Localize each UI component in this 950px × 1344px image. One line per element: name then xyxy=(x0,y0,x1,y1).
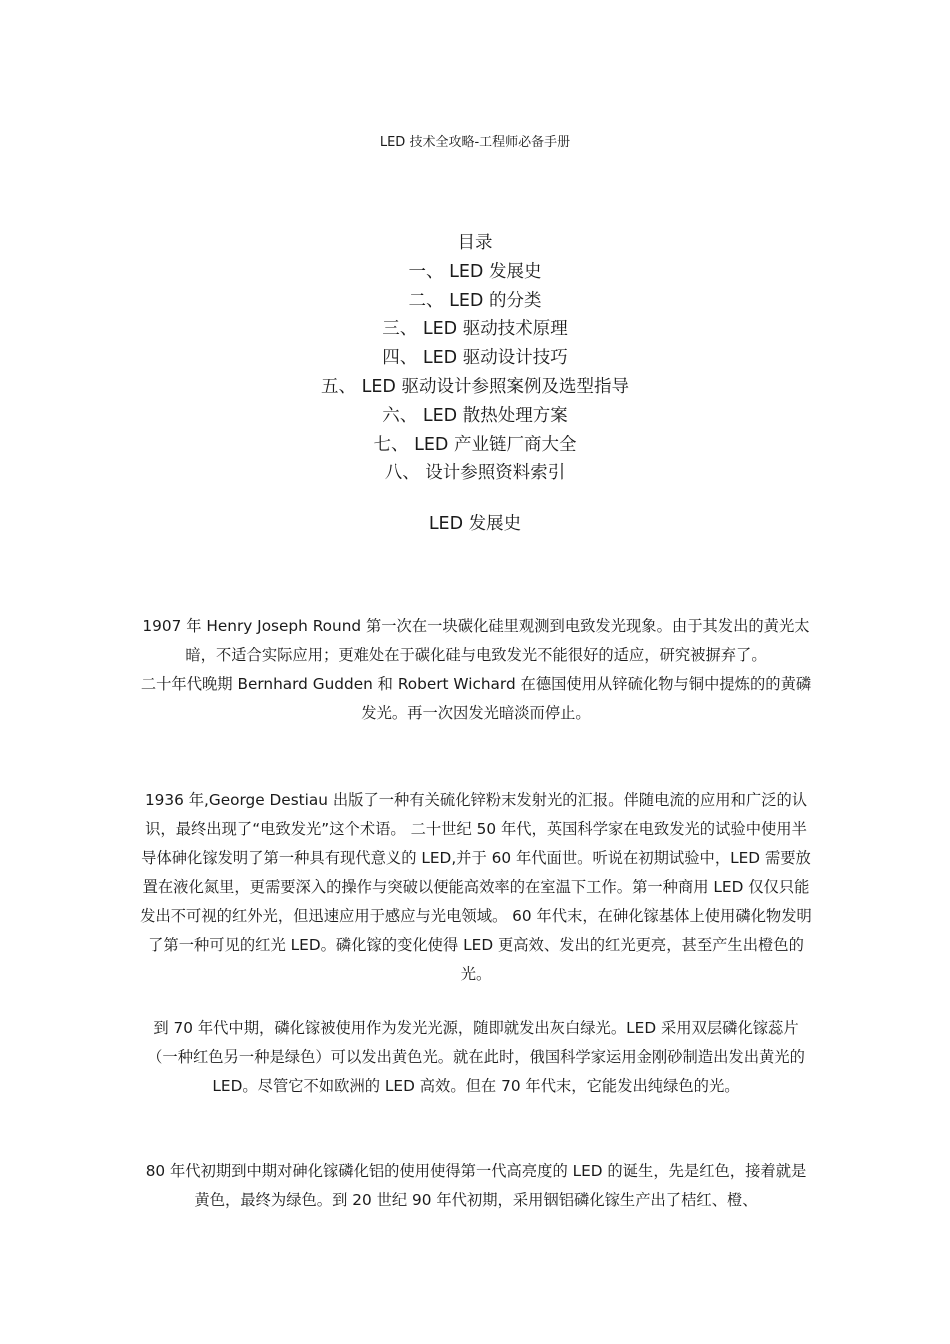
paragraph: 1907 年 Henry Joseph Round 第一次在一块碳化硅里观测到电致发光现象。由于其发出的黄光太暗，不适合实际应用；更难处在于碳化硅与电致发光不能很好的适应，研究被摒弃了。 xyxy=(142,617,810,664)
toc-item: 一、 LED 发展史 xyxy=(408,261,542,282)
toc-item: 三、 LED 驱动技术原理 xyxy=(382,319,568,340)
toc-item: 四、 LED 驱动设计技巧 xyxy=(382,348,568,369)
paragraph: 二十年代晚期 Bernhard Gudden 和 Robert Wichard 在德国使用从锌硫化物与铜中提炼的的黄磷发光。再一次因发光暗淡而停止。 xyxy=(140,675,812,722)
paragraph: 到 70 年代中期，磷化镓被使用作为发光光源，随即就发出灰白绿光。LED 采用双层磷化镓蕊片（一种红色另一种是绿色）可以发出黄色光。就在此时，俄国科学家运用金刚砂制造出发出黄光的 LED。尽管它不如欧洲的 LED 高效。但在 70 年代末，它能发出纯绿色的光。 xyxy=(147,1019,805,1095)
paragraph-group xyxy=(140,786,812,989)
table-of-contents xyxy=(0,229,950,488)
toc-item: 八、 设计参照资料索引 xyxy=(384,463,566,484)
toc-item: 六、 LED 散热处理方案 xyxy=(382,405,568,426)
paragraph-group xyxy=(140,612,812,728)
toc-item: 七、 LED 产业链厂商大全 xyxy=(373,434,577,455)
page-header: LED 技术全攻略-工程师必备手册 xyxy=(379,135,571,150)
paragraph: 80 年代初期到中期对砷化镓磷化铝的使用使得第一代高亮度的 LED 的诞生，先是红色，接着就是黄色，最终为绿色。到 20 世纪 90 年代初期，采用铟铝磷化镓生产出了桔红、橙、 xyxy=(145,1162,807,1209)
paragraph-group xyxy=(140,1014,812,1101)
section-title: LED 发展史 xyxy=(428,514,522,534)
toc-title: 目录 xyxy=(457,233,493,253)
paragraph: 1936 年,George Destiau 出版了一种有关硫化锌粉末发射光的汇报。伴随电流的应用和广泛的认识，最终出现了“电致发光”这个术语。 二十世纪 50 年代，英国科学家在电致发光的试验中使用半导体砷化镓发明了第一种具有现代意义的 LED,并于 60 年代面世。听说在初期试验中，LED 需要放置在液化氮里，更需要深入的操作与突破以便能高效率的在室温下工作。第一种商用 LED 仅仅只能发出不可视的红外光，但迅速应用于感应与光电领域。 60 年代末，在砷化镓基体上使用磷化物发明了第一种可见的红光 LED。磷化镓的变化使得 LED 更高效、发出的红光更亮，甚至产生出橙色的光。 xyxy=(140,791,812,983)
paragraph-group xyxy=(140,1157,812,1215)
toc-item: 二、 LED 的分类 xyxy=(408,290,542,311)
toc-item: 五、 LED 驱动设计参照案例及选型指导 xyxy=(321,376,629,397)
